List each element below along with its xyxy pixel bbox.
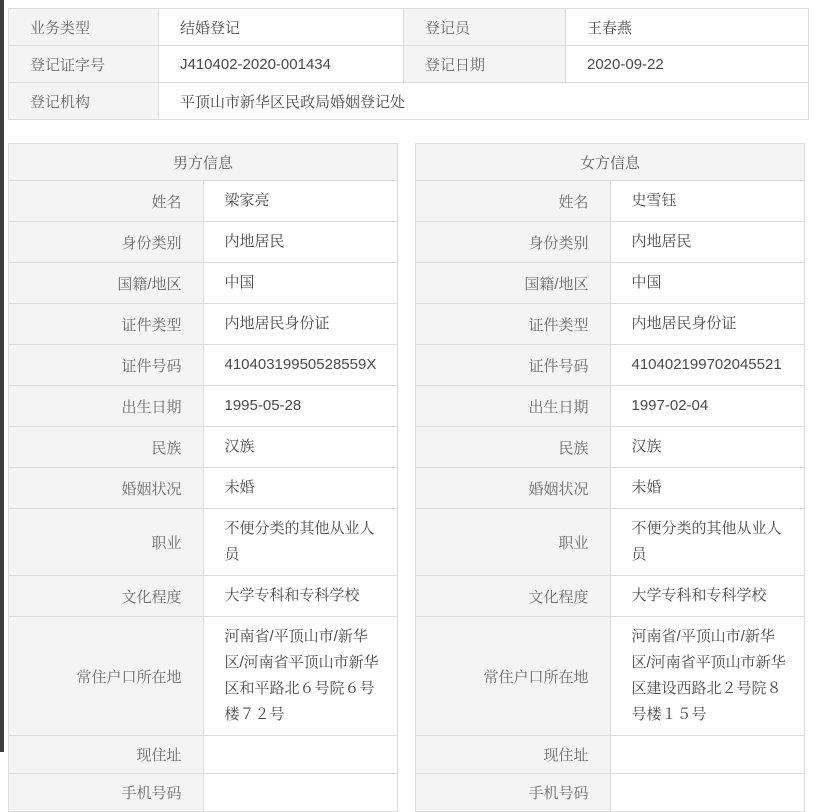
current-address-value — [610, 736, 805, 774]
education-value: 大学专科和专科学校 — [203, 576, 398, 617]
business-type-value: 结婚登记 — [159, 9, 404, 46]
identity-category-label: 身份类别 — [9, 222, 204, 263]
male-info-title: 男方信息 — [9, 144, 398, 181]
document-type-value: 内地居民身份证 — [610, 304, 805, 345]
registration-summary-table — [8, 8, 809, 120]
table-header-row — [416, 144, 805, 181]
table-row — [416, 576, 805, 617]
nationality-value: 中国 — [610, 263, 805, 304]
household-address-value: 河南省/平顶山市/新华区/河南省平顶山市新华区建设西路北２号院８号楼１５号 — [610, 617, 805, 736]
ethnicity-value: 汉族 — [610, 427, 805, 468]
table-row — [9, 222, 398, 263]
birth-date-value: 1995-05-28 — [203, 386, 398, 427]
registration-date-label: 登记日期 — [404, 46, 566, 83]
current-address-label: 现住址 — [416, 736, 611, 774]
registration-agency-label: 登记机构 — [9, 83, 159, 120]
education-label: 文化程度 — [416, 576, 611, 617]
table-row — [416, 509, 805, 576]
table-row — [9, 427, 398, 468]
table-row — [416, 222, 805, 263]
table-row — [416, 345, 805, 386]
person-tables-row — [8, 143, 808, 812]
table-row — [416, 304, 805, 345]
ethnicity-value: 汉族 — [203, 427, 398, 468]
table-row — [9, 617, 398, 736]
document-number-value: 410402199702045521 — [610, 345, 805, 386]
marital-status-label: 婚姻状况 — [9, 468, 204, 509]
table-row — [9, 774, 398, 812]
mobile-number-value — [203, 774, 398, 812]
current-address-label: 现住址 — [9, 736, 204, 774]
certificate-number-value: J410402-2020-001434 — [159, 46, 404, 83]
birth-date-label: 出生日期 — [9, 386, 204, 427]
document-number-label: 证件号码 — [416, 345, 611, 386]
ethnicity-label: 民族 — [9, 427, 204, 468]
occupation-value: 不便分类的其他从业人员 — [203, 509, 398, 576]
household-address-label: 常住户口所在地 — [416, 617, 611, 736]
registrar-label: 登记员 — [404, 9, 566, 46]
business-type-label: 业务类型 — [9, 9, 159, 46]
occupation-value: 不便分类的其他从业人员 — [610, 509, 805, 576]
registration-date-value: 2020-09-22 — [566, 46, 809, 83]
identity-category-value: 内地居民 — [610, 222, 805, 263]
table-row — [416, 263, 805, 304]
female-info-table — [415, 143, 805, 812]
table-row — [9, 468, 398, 509]
ethnicity-label: 民族 — [416, 427, 611, 468]
document-number-label: 证件号码 — [9, 345, 204, 386]
table-row — [9, 386, 398, 427]
identity-category-value: 内地居民 — [203, 222, 398, 263]
summary-row-business-type — [9, 9, 809, 46]
birth-date-label: 出生日期 — [416, 386, 611, 427]
table-row — [9, 576, 398, 617]
mobile-number-label: 手机号码 — [416, 774, 611, 812]
document-number-value: 41040319950528559X — [203, 345, 398, 386]
mobile-number-value — [610, 774, 805, 812]
registrar-value: 王春燕 — [566, 9, 809, 46]
marital-status-value: 未婚 — [203, 468, 398, 509]
nationality-value: 中国 — [203, 263, 398, 304]
summary-row-agency — [9, 83, 809, 120]
name-value: 梁家亮 — [203, 181, 398, 222]
table-row — [9, 509, 398, 576]
table-header-row — [9, 144, 398, 181]
table-row — [9, 181, 398, 222]
table-row — [9, 304, 398, 345]
current-address-value — [203, 736, 398, 774]
document-type-value: 内地居民身份证 — [203, 304, 398, 345]
document-type-label: 证件类型 — [9, 304, 204, 345]
birth-date-value: 1997-02-04 — [610, 386, 805, 427]
window-left-edge-bar — [0, 0, 4, 752]
female-info-title: 女方信息 — [416, 144, 805, 181]
education-value: 大学专科和专科学校 — [610, 576, 805, 617]
male-info-table — [8, 143, 398, 812]
household-address-value: 河南省/平顶山市/新华区/河南省平顶山市新华区和平路北６号院６号楼７２号 — [203, 617, 398, 736]
table-row — [416, 736, 805, 774]
name-label: 姓名 — [416, 181, 611, 222]
table-row — [9, 736, 398, 774]
identity-category-label: 身份类别 — [416, 222, 611, 263]
table-row — [416, 468, 805, 509]
document-type-label: 证件类型 — [416, 304, 611, 345]
record-content — [8, 8, 808, 812]
household-address-label: 常住户口所在地 — [9, 617, 204, 736]
occupation-label: 职业 — [9, 509, 204, 576]
marital-status-label: 婚姻状况 — [416, 468, 611, 509]
table-row — [416, 427, 805, 468]
nationality-label: 国籍/地区 — [416, 263, 611, 304]
table-row — [416, 386, 805, 427]
marital-status-value: 未婚 — [610, 468, 805, 509]
name-label: 姓名 — [9, 181, 204, 222]
table-row — [9, 263, 398, 304]
table-row — [416, 181, 805, 222]
summary-row-certificate — [9, 46, 809, 83]
table-row — [416, 617, 805, 736]
education-label: 文化程度 — [9, 576, 204, 617]
certificate-number-label: 登记证字号 — [9, 46, 159, 83]
table-row — [416, 774, 805, 812]
table-row — [9, 345, 398, 386]
occupation-label: 职业 — [416, 509, 611, 576]
nationality-label: 国籍/地区 — [9, 263, 204, 304]
name-value: 史雪钰 — [610, 181, 805, 222]
mobile-number-label: 手机号码 — [9, 774, 204, 812]
registration-agency-value: 平顶山市新华区民政局婚姻登记处 — [159, 83, 809, 120]
